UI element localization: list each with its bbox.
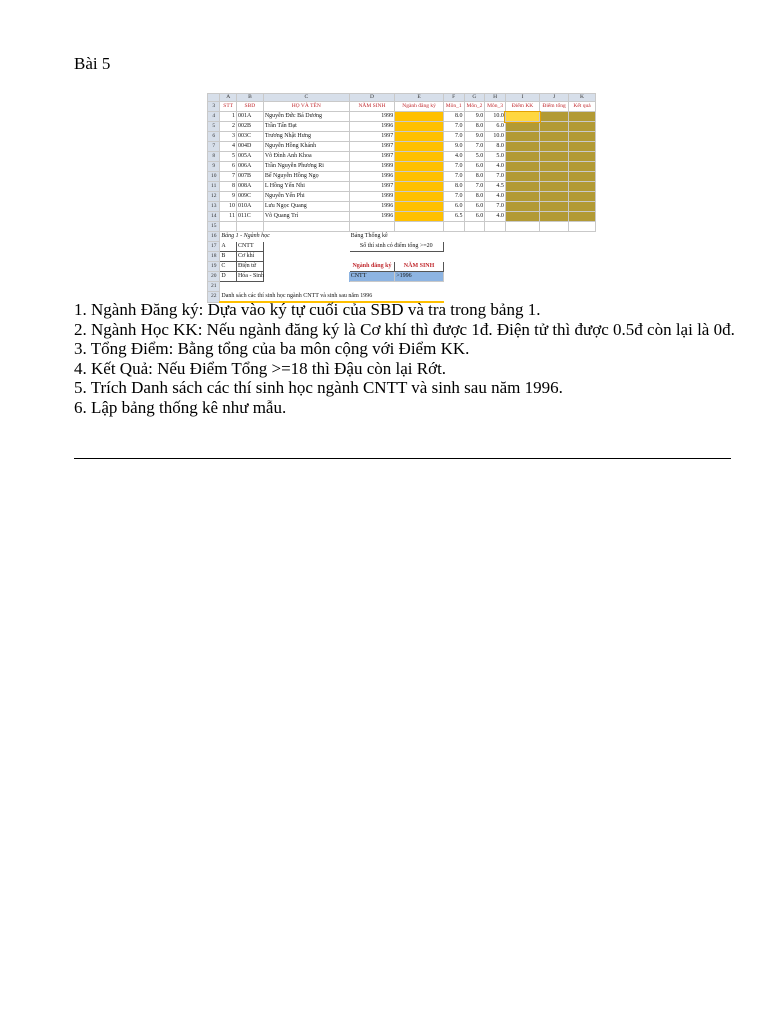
student-row (208, 142, 596, 152)
column-title[interactable]: STT (220, 102, 237, 112)
row-number[interactable]: 19 (208, 262, 220, 272)
row-number[interactable]: 15 (208, 222, 220, 232)
stt-cell[interactable]: 7 (220, 172, 237, 182)
student-row (208, 132, 596, 142)
cell[interactable] (540, 252, 569, 262)
cell[interactable] (443, 262, 464, 272)
score-cell[interactable]: 8.0 (443, 182, 464, 192)
total-cell[interactable] (540, 212, 569, 222)
cell[interactable] (485, 232, 506, 242)
cell[interactable] (464, 262, 485, 272)
result-cell[interactable] (569, 112, 596, 122)
student-row (208, 212, 596, 222)
cell[interactable] (464, 252, 485, 262)
score-cell[interactable]: 7.0 (485, 172, 506, 182)
row-number[interactable]: 22 (208, 292, 220, 303)
cell[interactable] (395, 252, 444, 262)
result-cell[interactable] (569, 132, 596, 142)
cell[interactable] (443, 222, 464, 232)
total-cell[interactable] (540, 182, 569, 192)
cell[interactable] (505, 232, 539, 242)
horizontal-rule (74, 458, 731, 459)
bonus-cell[interactable] (505, 212, 539, 222)
year-cell[interactable]: 1997 (349, 182, 395, 192)
column-title[interactable]: Môn_3 (485, 102, 506, 112)
cell[interactable] (464, 272, 485, 282)
major-cell[interactable] (395, 162, 444, 172)
score-cell[interactable]: 6.0 (485, 122, 506, 132)
lookup-row (208, 252, 596, 262)
sbd-cell[interactable]: 005A (236, 152, 263, 162)
instruction-item: 6. Lập bảng thống kê như mẫu. (74, 397, 287, 417)
column-header[interactable]: C (263, 94, 349, 102)
stats-label[interactable]: Số thí sinh có điểm tổng >=20 (349, 242, 443, 252)
student-row (208, 182, 596, 192)
bonus-cell[interactable] (505, 162, 539, 172)
result-cell[interactable] (569, 162, 596, 172)
total-cell[interactable] (540, 192, 569, 202)
lookup-name[interactable]: Điện tử (236, 262, 263, 272)
sbd-cell[interactable]: 001A (236, 112, 263, 122)
column-header[interactable]: B (236, 94, 263, 102)
row-number[interactable]: 13 (208, 202, 220, 212)
major-cell[interactable] (395, 122, 444, 132)
result-cell[interactable] (569, 182, 596, 192)
column-header[interactable]: I (505, 94, 539, 102)
cell[interactable] (540, 242, 569, 252)
year-cell[interactable]: 1997 (349, 132, 395, 142)
cell[interactable] (464, 222, 485, 232)
lookup-row (208, 272, 596, 282)
cell[interactable] (485, 282, 506, 292)
row-number[interactable]: 9 (208, 162, 220, 172)
sbd-cell[interactable]: 003C (236, 132, 263, 142)
column-title[interactable]: NĂM SINH (349, 102, 395, 112)
stt-cell[interactable]: 6 (220, 162, 237, 172)
row-number[interactable]: 8 (208, 152, 220, 162)
score-cell[interactable]: 10.0 (485, 112, 506, 122)
cell[interactable] (540, 282, 569, 292)
major-cell[interactable] (395, 182, 444, 192)
lookup-code[interactable]: B (220, 252, 237, 262)
score-cell[interactable]: 7.0 (443, 132, 464, 142)
row-number[interactable]: 18 (208, 252, 220, 262)
lookup-row (208, 242, 596, 252)
column-header[interactable]: J (540, 94, 569, 102)
row-number[interactable]: 17 (208, 242, 220, 252)
result-cell[interactable] (569, 192, 596, 202)
row-number[interactable]: 10 (208, 172, 220, 182)
cell[interactable] (485, 242, 506, 252)
extract-note[interactable]: Danh sách các thí sinh học ngành CNTT và sinh sau năm 1996 (220, 292, 443, 303)
row-number[interactable]: 21 (208, 282, 220, 292)
sbd-cell[interactable]: 009C (236, 192, 263, 202)
student-row (208, 172, 596, 182)
name-cell[interactable]: Võ Đình Anh Khoa (263, 152, 349, 162)
cell[interactable] (485, 222, 506, 232)
bonus-cell[interactable] (505, 142, 539, 152)
total-cell[interactable] (540, 172, 569, 182)
stats-title[interactable]: Bảng Thống kê (350, 233, 388, 239)
stt-cell[interactable]: 11 (220, 212, 237, 222)
student-row (208, 112, 596, 122)
row-number[interactable]: 20 (208, 272, 220, 282)
lookup-code[interactable]: C (220, 262, 237, 272)
header-row (208, 102, 596, 112)
total-cell[interactable] (540, 162, 569, 172)
major-cell[interactable] (395, 132, 444, 142)
sbd-cell[interactable]: 010A (236, 202, 263, 212)
student-row (208, 202, 596, 212)
score-cell[interactable]: 6.0 (464, 162, 485, 172)
stt-cell[interactable]: 8 (220, 182, 237, 192)
major-cell[interactable] (395, 152, 444, 162)
cell[interactable] (569, 252, 596, 262)
row-number[interactable]: 11 (208, 182, 220, 192)
score-cell[interactable]: 5.0 (464, 152, 485, 162)
score-cell[interactable]: 9.0 (464, 112, 485, 122)
score-cell[interactable]: 7.0 (443, 122, 464, 132)
row-number[interactable]: 3 (208, 102, 220, 112)
spreadsheet-grid (207, 93, 596, 303)
total-cell[interactable] (540, 142, 569, 152)
cell[interactable] (540, 272, 569, 282)
cell[interactable] (464, 242, 485, 252)
score-cell[interactable]: 6.0 (443, 202, 464, 212)
total-cell[interactable] (540, 152, 569, 162)
column-header[interactable]: K (569, 94, 596, 102)
cell[interactable] (505, 222, 539, 232)
column-header[interactable]: G (464, 94, 485, 102)
score-cell[interactable]: 9.0 (464, 132, 485, 142)
table-title-row (208, 232, 596, 242)
cell[interactable] (349, 282, 395, 292)
instruction-list (74, 300, 736, 417)
row-number[interactable]: 16 (208, 232, 220, 242)
score-cell[interactable]: 10.0 (485, 132, 506, 142)
name-cell[interactable]: L Hồng Yến Nhi (263, 182, 349, 192)
instruction-item: 2. Ngành Học KK: Nếu ngành đăng ký là Cơ khí thì được 1đ. Điện tử thì được 0.5đ còn lại là 0đ. (74, 319, 735, 339)
bonus-cell[interactable] (505, 112, 539, 122)
result-cell[interactable] (569, 122, 596, 132)
column-title[interactable]: Ngành đăng ký (395, 102, 444, 112)
student-row (208, 192, 596, 202)
cell[interactable] (236, 222, 263, 232)
bonus-cell[interactable] (505, 122, 539, 132)
column-header[interactable]: E (395, 94, 444, 102)
major-cell[interactable] (395, 112, 444, 122)
column-title[interactable]: Môn_2 (464, 102, 485, 112)
lookup-name[interactable]: Cơ khí (236, 252, 263, 262)
empty-row (208, 222, 596, 232)
cell[interactable] (569, 222, 596, 232)
score-cell[interactable]: 5.0 (485, 152, 506, 162)
cell[interactable] (236, 282, 263, 292)
stt-cell[interactable]: 10 (220, 202, 237, 212)
student-row (208, 162, 596, 172)
row-number[interactable]: 12 (208, 192, 220, 202)
score-cell[interactable]: 7.0 (443, 192, 464, 202)
name-cell[interactable]: Bế Nguyễn Hồng Ngọ (263, 172, 349, 182)
score-cell[interactable]: 9.0 (443, 142, 464, 152)
lookup-code[interactable]: A (220, 242, 237, 252)
sbd-cell[interactable]: 011C (236, 212, 263, 222)
cell[interactable] (443, 282, 464, 292)
cell[interactable] (485, 272, 506, 282)
column-title[interactable]: HỌ VÀ TÊN (263, 102, 349, 112)
name-cell[interactable]: Trương Nhật Hưng (263, 132, 349, 142)
bonus-cell[interactable] (505, 152, 539, 162)
score-cell[interactable]: 4.0 (485, 212, 506, 222)
bonus-cell[interactable] (505, 172, 539, 182)
year-cell[interactable]: 1996 (349, 122, 395, 132)
cell[interactable] (569, 232, 596, 242)
cell[interactable] (505, 252, 539, 262)
column-title[interactable]: Kết quả (569, 102, 596, 112)
stt-cell[interactable]: 9 (220, 192, 237, 202)
result-cell[interactable] (569, 152, 596, 162)
year-cell[interactable]: 1996 (349, 172, 395, 182)
column-title[interactable]: Điểm tổng (540, 102, 569, 112)
instruction-item: 5. Trích Danh sách các thí sinh học ngành CNTT và sinh sau năm 1996. (74, 378, 563, 397)
cell[interactable] (220, 282, 237, 292)
lookup-row (208, 262, 596, 272)
cell[interactable] (395, 222, 444, 232)
cell[interactable] (569, 282, 596, 292)
name-cell[interactable]: Trần Nguyễn Phương Ri (263, 162, 349, 172)
lookup-name[interactable]: CNTT (236, 242, 263, 252)
result-cell[interactable] (569, 212, 596, 222)
row-number[interactable]: 5 (208, 122, 220, 132)
score-cell[interactable]: 7.0 (443, 162, 464, 172)
year-cell[interactable]: 1997 (349, 142, 395, 152)
name-cell[interactable]: Võ Quang Trí (263, 212, 349, 222)
cell[interactable] (220, 222, 237, 232)
column-header-row (208, 94, 596, 102)
cell[interactable] (540, 232, 569, 242)
year-cell[interactable]: 1997 (349, 152, 395, 162)
cell[interactable] (464, 282, 485, 292)
year-cell[interactable]: 1999 (349, 112, 395, 122)
year-cell[interactable]: 1999 (349, 162, 395, 172)
name-cell[interactable]: Lưu Ngọc Quang (263, 202, 349, 212)
sbd-cell[interactable]: 002B (236, 122, 263, 132)
score-cell[interactable]: 6.0 (464, 202, 485, 212)
column-header[interactable] (208, 94, 220, 102)
result-cell[interactable] (569, 172, 596, 182)
score-cell[interactable]: 6.0 (464, 212, 485, 222)
major-cell[interactable] (395, 172, 444, 182)
major-cell[interactable] (395, 202, 444, 212)
criteria-value[interactable]: >1996 (395, 272, 444, 282)
instruction-item: 3. Tổng Điểm: Bằng tổng của ba môn cộng với Điểm KK. (74, 339, 470, 358)
year-cell[interactable]: 1996 (349, 202, 395, 212)
score-cell[interactable]: 7.0 (443, 172, 464, 182)
cell[interactable] (263, 252, 349, 262)
major-cell[interactable] (395, 192, 444, 202)
cell[interactable] (505, 242, 539, 252)
cell[interactable] (263, 222, 349, 232)
score-cell[interactable]: 8.0 (485, 142, 506, 152)
cell[interactable] (569, 262, 596, 272)
total-cell[interactable] (540, 132, 569, 142)
year-cell[interactable]: 1999 (349, 192, 395, 202)
cell[interactable] (443, 242, 464, 252)
column-header[interactable]: F (443, 94, 464, 102)
column-header[interactable]: A (220, 94, 237, 102)
stt-cell[interactable]: 1 (220, 112, 237, 122)
cell[interactable] (485, 252, 506, 262)
student-row (208, 152, 596, 162)
criteria-header[interactable]: NĂM SINH (395, 262, 444, 272)
cell[interactable] (443, 252, 464, 262)
major-cell[interactable] (395, 142, 444, 152)
total-cell[interactable] (540, 202, 569, 212)
score-cell[interactable]: 4.0 (443, 152, 464, 162)
score-cell[interactable]: 6.5 (443, 212, 464, 222)
bonus-cell[interactable] (505, 192, 539, 202)
score-cell[interactable]: 8.0 (443, 112, 464, 122)
cell[interactable] (569, 272, 596, 282)
score-cell[interactable]: 8.0 (464, 192, 485, 202)
name-cell[interactable]: Trần Tấn Đạt (263, 122, 349, 132)
criteria-value[interactable]: CNTT (349, 272, 395, 282)
instruction-item: 1. Ngành Đăng ký: Dựa vào ký tự cuối của SBD và tra trong bảng 1. (74, 300, 541, 319)
column-title[interactable]: SBD (236, 102, 263, 112)
bonus-cell[interactable] (505, 132, 539, 142)
row-number[interactable]: 4 (208, 112, 220, 122)
stt-cell[interactable]: 5 (220, 152, 237, 162)
cell[interactable] (349, 222, 395, 232)
name-cell[interactable]: Nguyễn Hồng Khánh (263, 142, 349, 152)
result-cell[interactable] (569, 142, 596, 152)
exercise-title: Bài 5 (74, 54, 111, 73)
name-cell[interactable]: Nguyễn Đức Bá Dương (263, 112, 349, 122)
score-cell[interactable]: 4.0 (485, 162, 506, 172)
score-cell[interactable]: 7.0 (464, 182, 485, 192)
table1-title[interactable]: Bảng 1 - Ngành học (221, 233, 270, 239)
spreadsheet-image (207, 93, 596, 300)
column-title[interactable]: Môn_1 (443, 102, 464, 112)
cell[interactable] (263, 282, 349, 292)
cell[interactable] (349, 252, 395, 262)
lookup-name[interactable]: Hóa - Sinh (236, 272, 263, 282)
bonus-cell[interactable] (505, 182, 539, 192)
bonus-cell[interactable] (505, 202, 539, 212)
stt-cell[interactable]: 2 (220, 122, 237, 132)
sbd-cell[interactable]: 007B (236, 172, 263, 182)
major-cell[interactable] (395, 212, 444, 222)
cell[interactable] (540, 222, 569, 232)
name-cell[interactable]: Nguyễn Yến Phi (263, 192, 349, 202)
cell[interactable] (464, 232, 485, 242)
sbd-cell[interactable]: 008A (236, 182, 263, 192)
result-cell[interactable] (569, 202, 596, 212)
stt-cell[interactable]: 3 (220, 132, 237, 142)
instruction-item: 4. Kết Quả: Nếu Điểm Tổng >=18 thì Đậu còn lại Rớt. (74, 358, 447, 378)
column-header[interactable]: H (485, 94, 506, 102)
cell[interactable] (263, 242, 349, 252)
total-cell[interactable] (540, 112, 569, 122)
cell[interactable] (569, 242, 596, 252)
column-title[interactable]: Điểm KK (505, 102, 539, 112)
column-header[interactable]: D (349, 94, 395, 102)
score-cell[interactable]: 7.0 (485, 202, 506, 212)
cell[interactable] (505, 262, 539, 272)
year-cell[interactable]: 1996 (349, 212, 395, 222)
score-cell[interactable]: 4.5 (485, 182, 506, 192)
score-cell[interactable]: 8.0 (464, 172, 485, 182)
cell[interactable] (263, 262, 349, 272)
row-number[interactable]: 7 (208, 142, 220, 152)
score-cell[interactable]: 8.0 (464, 122, 485, 132)
sbd-cell[interactable]: 006A (236, 162, 263, 172)
cell[interactable] (485, 262, 506, 272)
cell[interactable] (263, 272, 349, 282)
cell[interactable] (540, 262, 569, 272)
student-row (208, 122, 596, 132)
total-cell[interactable] (540, 122, 569, 132)
stt-cell[interactable]: 4 (220, 142, 237, 152)
cell[interactable] (505, 282, 539, 292)
cell[interactable] (395, 282, 444, 292)
row-number[interactable]: 14 (208, 212, 220, 222)
criteria-header[interactable]: Ngành đăng ký (349, 262, 395, 272)
sbd-cell[interactable]: 004D (236, 142, 263, 152)
empty-row (208, 282, 596, 292)
cell[interactable] (505, 272, 539, 282)
score-cell[interactable]: 7.0 (464, 142, 485, 152)
lookup-code[interactable]: D (220, 272, 237, 282)
row-number[interactable]: 6 (208, 132, 220, 142)
cell[interactable] (443, 232, 464, 242)
score-cell[interactable]: 4.0 (485, 192, 506, 202)
cell[interactable] (443, 272, 464, 282)
